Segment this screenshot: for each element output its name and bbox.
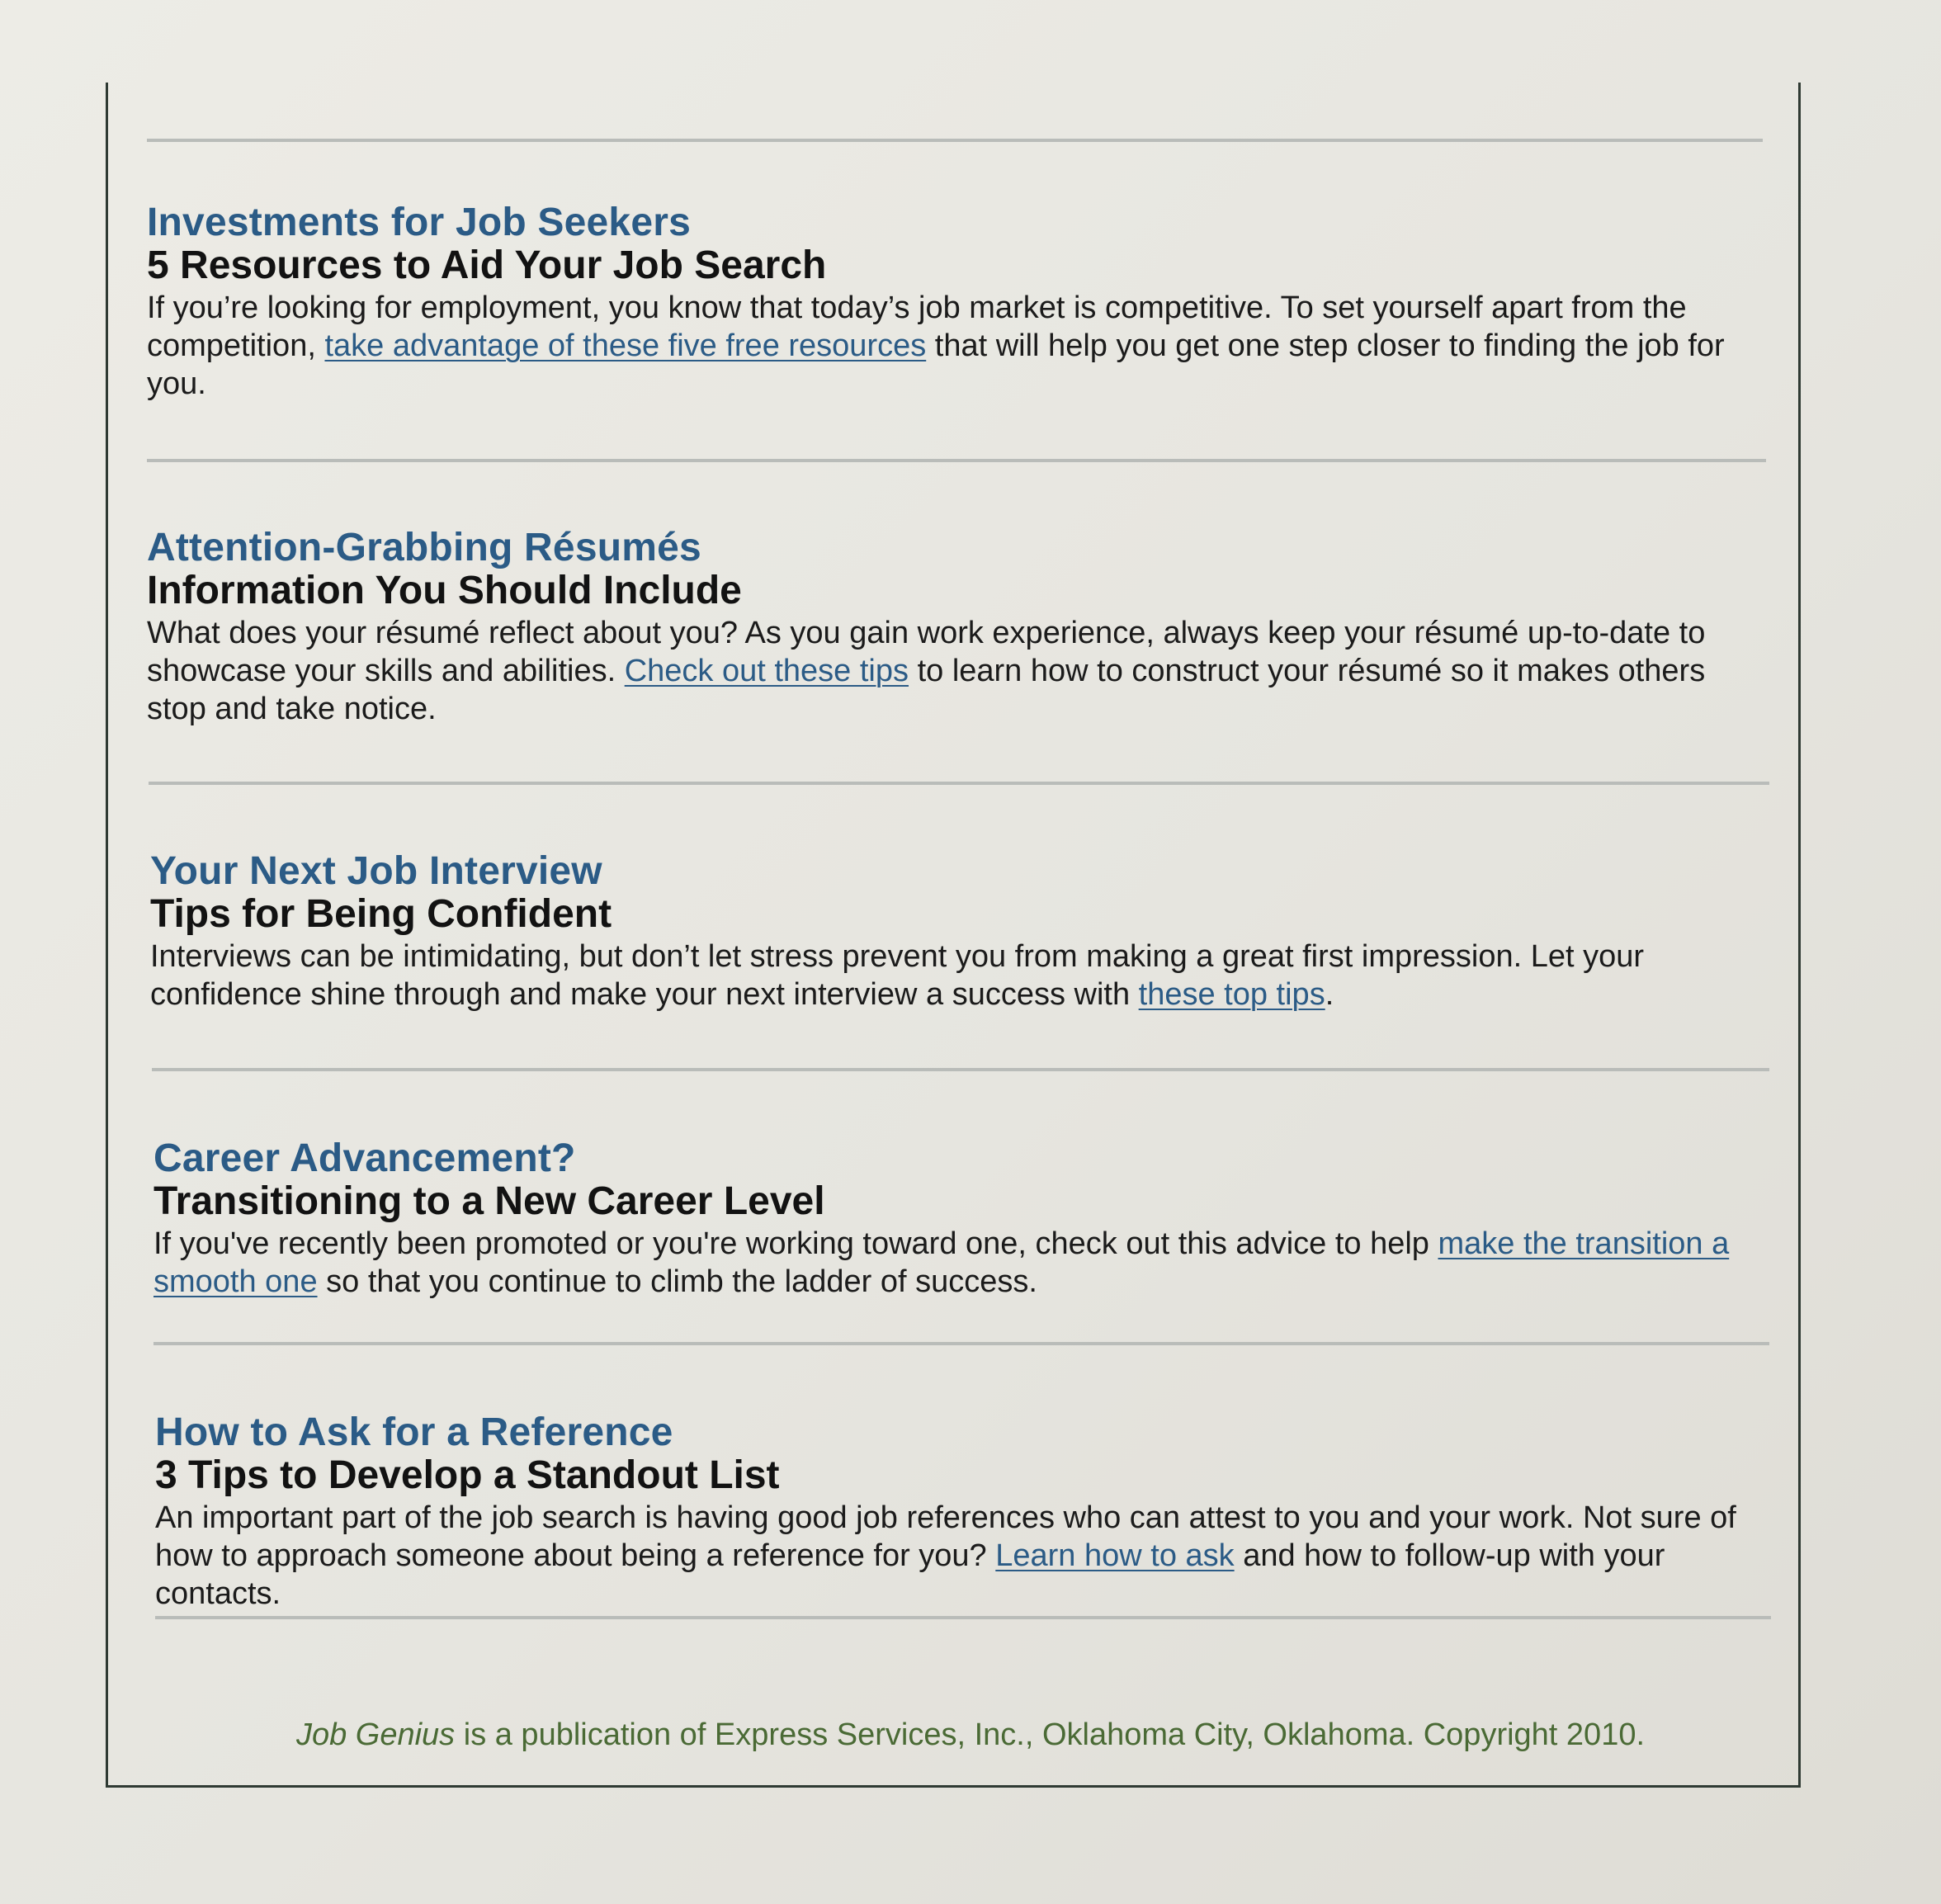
article-topic: Your Next Job Interview: [150, 849, 602, 893]
interview-tips-link[interactable]: these top tips: [1138, 977, 1325, 1012]
section-divider: [155, 1616, 1771, 1619]
article-text: .: [1325, 977, 1334, 1012]
article-headline: Information You Should Include: [147, 569, 742, 612]
article-text: If you’re looking for employment, you know that today’s job market is competitive. To set yourself apart from the competition,: [147, 291, 1687, 363]
article-text: and how to follow-up with your contacts.: [155, 1538, 1665, 1611]
article-body: [150, 938, 1759, 1013]
article-text: If you've recently been promoted or you're working toward one, check out this advice to help: [153, 1226, 1438, 1261]
resume-tips-link[interactable]: Check out these tips: [624, 654, 909, 688]
article-body: [153, 1225, 1763, 1301]
article-topic: Investments for Job Seekers: [147, 201, 692, 244]
article-career: [153, 1137, 1763, 1301]
article-topic: How to Ask for a Reference: [155, 1410, 673, 1454]
footer-text: is a publication of Express Services, Inc., Oklahoma City, Oklahoma. Copyright 2010.: [455, 1717, 1646, 1752]
article-text: so that you continue to climb the ladder of success.: [317, 1264, 1037, 1299]
section-divider: [147, 139, 1763, 142]
article-topic: Career Advancement?: [153, 1136, 576, 1180]
resources-link[interactable]: take advantage of these five free resources: [324, 328, 927, 363]
article-topic: Attention-Grabbing Résumés: [147, 526, 701, 569]
article-text: to learn how to construct your résumé so it makes others stop and take notice.: [147, 654, 1706, 726]
section-divider: [149, 782, 1769, 785]
article-interview: [150, 850, 1759, 1013]
footer-credit: [0, 1717, 1941, 1753]
article-headline: 5 Resources to Aid Your Job Search: [147, 243, 827, 287]
article-resumes: [147, 527, 1756, 728]
article-headline: 3 Tips to Develop a Standout List: [155, 1453, 780, 1497]
article-headline: Tips for Being Confident: [150, 892, 612, 936]
reference-link[interactable]: Learn how to ask: [995, 1538, 1235, 1573]
article-job-seekers: [147, 201, 1756, 403]
article-text: Interviews can be intimidating, but don’t let stress prevent you from making a great first impression. Let your confidence shine through and make your next interview a success with: [150, 939, 1645, 1012]
article-text: What does your résumé reflect about you? As you gain work experience, always keep your résumé up-to-date to showcase your skills and abilities.: [147, 616, 1706, 688]
section-divider: [153, 1342, 1769, 1345]
article-headline: Transitioning to a New Career Level: [153, 1179, 825, 1223]
article-body: [155, 1499, 1764, 1613]
article-body: [147, 289, 1756, 403]
article-body: [147, 614, 1756, 728]
publication-name: Job Genius: [295, 1717, 456, 1752]
section-divider: [152, 1068, 1769, 1071]
section-divider: [147, 459, 1766, 462]
article-text: that will help you get one step closer to finding the job for you.: [147, 328, 1725, 401]
article-text: An important part of the job search is having good job references who can attest to you and your work. Not sure of how to approach someone about being a reference for you?: [155, 1500, 1736, 1573]
article-reference: [155, 1411, 1764, 1613]
transition-link[interactable]: make the transition a smooth one: [153, 1226, 1730, 1299]
